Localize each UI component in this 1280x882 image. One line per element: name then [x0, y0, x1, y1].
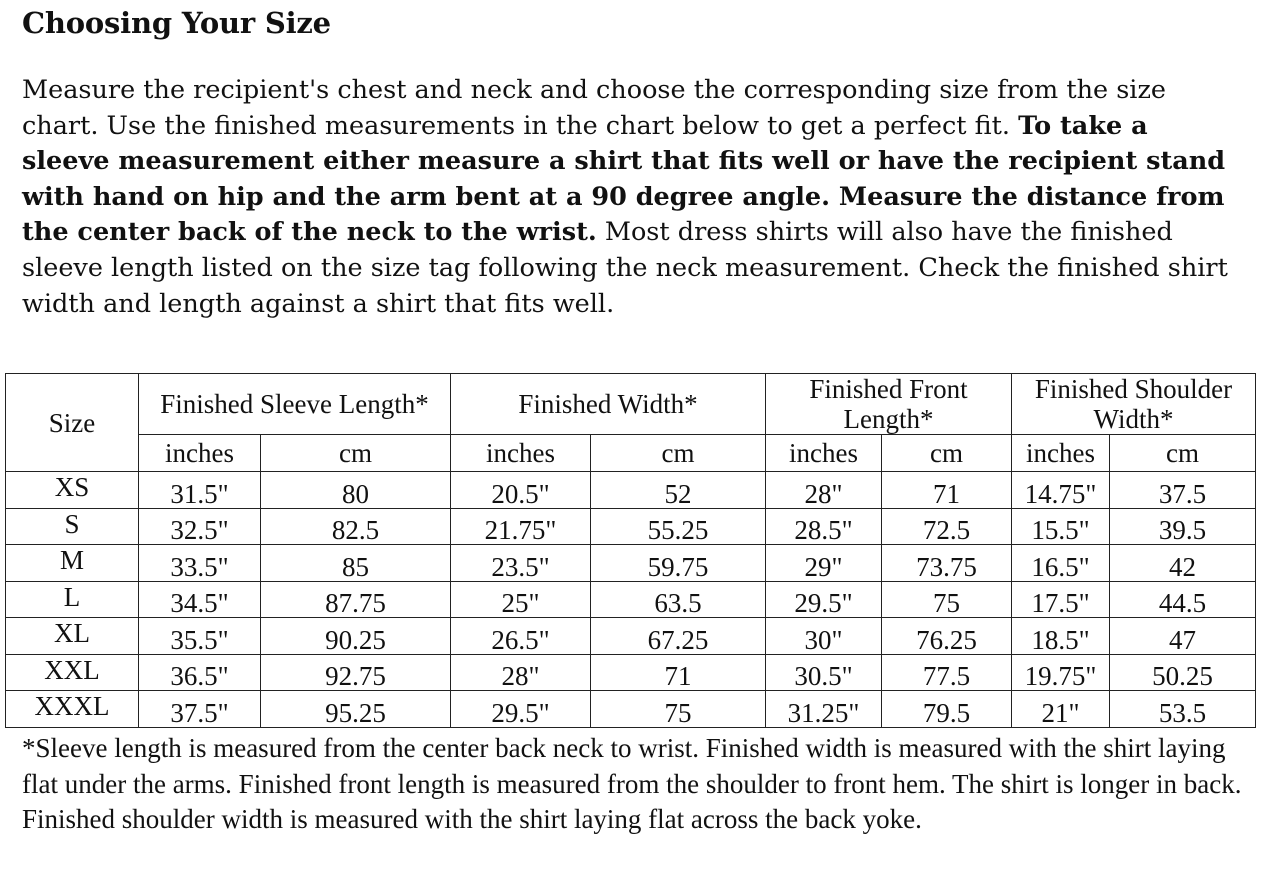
front-cm-cell: 75 — [882, 581, 1012, 618]
shoulder-inches-cell: 21" — [1012, 691, 1110, 728]
unit-cm-header: cm — [591, 435, 766, 472]
unit-cm-header: cm — [882, 435, 1012, 472]
sleeve-inches-cell: 36.5" — [139, 654, 261, 691]
shoulder-inches-cell: 17.5" — [1012, 581, 1110, 618]
front-inches-cell: 29" — [766, 545, 882, 582]
front-cm-cell: 73.75 — [882, 545, 1012, 582]
units-header-row — [6, 435, 1256, 472]
size-cell: XXL — [6, 654, 139, 691]
shoulder-inches-cell: 19.75" — [1012, 654, 1110, 691]
width-inches-cell: 21.75" — [451, 508, 591, 545]
sleeve-cm-cell: 82.5 — [261, 508, 451, 545]
shoulder-width-header: Finished Shoulder Width* — [1012, 374, 1256, 435]
sleeve-cm-cell: 90.25 — [261, 618, 451, 655]
intro-text-part1: Measure the recipient's chest and neck and choose the corresponding size from the size chart. Use the finished measurements in the chart below to get a perfect fit. — [22, 75, 1166, 141]
table-row — [6, 691, 1256, 728]
front-inches-cell: 30.5" — [766, 654, 882, 691]
shoulder-cm-cell: 44.5 — [1110, 581, 1256, 618]
size-cell: XL — [6, 618, 139, 655]
shoulder-inches-cell: 15.5" — [1012, 508, 1110, 545]
intro-text-part2: Most dress shirts will also have the finished sleeve length listed on the size tag following the neck measurement. Check the finished shirt width and length against a shirt that fits well. — [22, 217, 1228, 319]
table-row — [6, 618, 1256, 655]
front-cm-cell: 71 — [882, 472, 1012, 509]
front-cm-cell: 79.5 — [882, 691, 1012, 728]
front-inches-cell: 28.5" — [766, 508, 882, 545]
size-cell: XS — [6, 472, 139, 509]
table-row — [6, 545, 1256, 582]
sleeve-inches-cell: 34.5" — [139, 581, 261, 618]
sleeve-cm-cell: 92.75 — [261, 654, 451, 691]
table-footnote: *Sleeve length is measured from the center back neck to wrist. Finished width is measured with the shirt laying flat under the arms. Finished front length is measured from the shoulder to front hem. The shirt is longer in back. Finished shoulder width is measured with the shirt laying flat across the back yoke. — [22, 733, 1242, 835]
size-column-header: Size — [6, 374, 139, 472]
intro-bold-instructions: To take a sleeve measurement either measure a shirt that fits well or have the recipient stand with hand on hip and the arm bent at a 90 degree angle. Measure the distance from the center back of the neck to the wrist. — [22, 110, 1226, 248]
page-title: Choosing Your Size — [22, 6, 331, 40]
unit-inches-header: inches — [451, 435, 591, 472]
front-inches-cell: 31.25" — [766, 691, 882, 728]
size-cell: M — [6, 545, 139, 582]
width-inches-cell: 29.5" — [451, 691, 591, 728]
sleeve-inches-cell: 31.5" — [139, 472, 261, 509]
shoulder-cm-cell: 39.5 — [1110, 508, 1256, 545]
front-length-header: Finished Front Length* — [766, 374, 1012, 435]
intro-paragraph — [22, 73, 1242, 322]
unit-inches-header: inches — [766, 435, 882, 472]
size-cell: XXXL — [6, 691, 139, 728]
shoulder-cm-cell: 42 — [1110, 545, 1256, 582]
width-inches-cell: 28" — [451, 654, 591, 691]
shoulder-cm-cell: 47 — [1110, 618, 1256, 655]
size-cell: L — [6, 581, 139, 618]
sleeve-cm-cell: 87.75 — [261, 581, 451, 618]
size-chart-table — [5, 373, 1256, 728]
unit-cm-header: cm — [1110, 435, 1256, 472]
width-inches-cell: 20.5" — [451, 472, 591, 509]
table-row — [6, 581, 1256, 618]
shoulder-inches-cell: 16.5" — [1012, 545, 1110, 582]
width-cm-cell: 67.25 — [591, 618, 766, 655]
shoulder-cm-cell: 37.5 — [1110, 472, 1256, 509]
front-cm-cell: 76.25 — [882, 618, 1012, 655]
width-cm-cell: 55.25 — [591, 508, 766, 545]
sleeve-cm-cell: 95.25 — [261, 691, 451, 728]
sleeve-inches-cell: 33.5" — [139, 545, 261, 582]
width-cm-cell: 63.5 — [591, 581, 766, 618]
shoulder-cm-cell: 50.25 — [1110, 654, 1256, 691]
width-cm-cell: 75 — [591, 691, 766, 728]
front-inches-cell: 29.5" — [766, 581, 882, 618]
sleeve-inches-cell: 32.5" — [139, 508, 261, 545]
unit-inches-header: inches — [1012, 435, 1110, 472]
unit-inches-header: inches — [139, 435, 261, 472]
sleeve-cm-cell: 85 — [261, 545, 451, 582]
size-cell: S — [6, 508, 139, 545]
front-inches-cell: 30" — [766, 618, 882, 655]
width-inches-cell: 23.5" — [451, 545, 591, 582]
shoulder-inches-cell: 18.5" — [1012, 618, 1110, 655]
width-cm-cell: 59.75 — [591, 545, 766, 582]
front-cm-cell: 77.5 — [882, 654, 1012, 691]
width-cm-cell: 71 — [591, 654, 766, 691]
table-row — [6, 508, 1256, 545]
shoulder-inches-cell: 14.75" — [1012, 472, 1110, 509]
shoulder-cm-cell: 53.5 — [1110, 691, 1256, 728]
width-inches-cell: 26.5" — [451, 618, 591, 655]
width-inches-cell: 25" — [451, 581, 591, 618]
sleeve-length-header: Finished Sleeve Length* — [139, 374, 451, 435]
sleeve-inches-cell: 35.5" — [139, 618, 261, 655]
table-row — [6, 472, 1256, 509]
width-header: Finished Width* — [451, 374, 766, 435]
front-inches-cell: 28" — [766, 472, 882, 509]
unit-cm-header: cm — [261, 435, 451, 472]
sleeve-cm-cell: 80 — [261, 472, 451, 509]
sleeve-inches-cell: 37.5" — [139, 691, 261, 728]
front-cm-cell: 72.5 — [882, 508, 1012, 545]
table-header-row — [6, 374, 1256, 435]
width-cm-cell: 52 — [591, 472, 766, 509]
table-row — [6, 654, 1256, 691]
